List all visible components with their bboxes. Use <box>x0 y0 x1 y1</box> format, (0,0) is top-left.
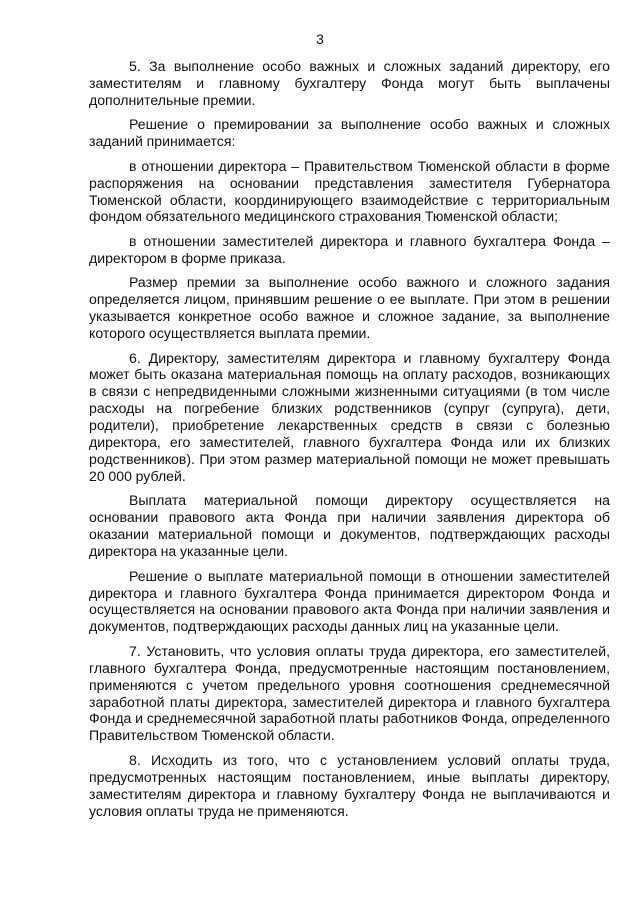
paragraph-director-aid: Выплата материальной помощи директору осуществляется на основании правового акта Фонда при наличии заявления директора об оказании материальной помощи и документов, подтверждающих расходы директора на указанные цели. <box>89 492 610 560</box>
page-number: 3 <box>316 31 324 47</box>
paragraph-item-5: 5. За выполнение особо важных и сложных заданий директору, его заместителям и главному бухгалтеру Фонда могут быть выплачены дополнительные премии. <box>89 58 610 108</box>
paragraph-bonus-decision: Решение о премировании за выполнение особо важных и сложных заданий принимается: <box>89 116 610 150</box>
paragraph-item-7: 7. Установить, что условия оплаты труда директора, его заместителей, главного бухгалтера Фонда, предусмотренные настоящим постановлением, применяются с учетом предельного уровня соотношения среднемесячной заработной платы директора, заместителей директора и главного бухгалтера Фонда и среднемесячной заработной платы работников Фонда, определенного Правительством Тюменской области. <box>89 642 610 744</box>
paragraph-director-bonus: в отношении директора – Правительством Тюменской области в форме распоряжения на основании представления заместителя Губернатора Тюменской области, координирующего взаимодействие с территориальным фондом обязательного медицинского страхования Тюменской области; <box>89 157 610 225</box>
paragraph-deputies-bonus: в отношении заместителей директора и главного бухгалтера Фонда – директором в форме приказа. <box>89 232 610 266</box>
paragraph-item-6: 6. Директору, заместителям директора и главному бухгалтеру Фонда может быть оказана материальная помощь на оплату расходов, возникающих в связи с непредвиденными сложными жизненными ситуациями (в том числе расходы на погребение близких родственников (супруг (супруга), дети, родители), приобретение лекарственных средств в связи с болезнью директора, его заместителей, главного бухгалтера Фонда или их близких родственников). При этом размер материальной помощи не может превышать 20 000 рублей. <box>89 349 610 484</box>
paragraph-deputies-aid: Решение о выплате материальной помощи в отношении заместителей директора и главного бухгалтера Фонда принимается директором Фонда и осуществляется на основании правового акта Фонда при наличии заявления и документов, подтверждающих расходы данных лиц на указанные цели. <box>89 567 610 635</box>
paragraph-bonus-amount: Размер премии за выполнение особо важного и сложного задания определяется лицом, принявшим решение о ее выплате. При этом в решении указывается конкретное особо важное и сложное задание, за выполнение которого осуществляется выплата премии. <box>89 274 610 342</box>
document-body <box>89 58 610 827</box>
paragraph-item-8: 8. Исходить из того, что с установлением условий оплаты труда, предусмотренных настоящим постановлением, иные выплаты директору, заместителям директора и главному бухгалтеру Фонда не выплачиваются и условия оплаты труда не применяются. <box>89 751 610 819</box>
